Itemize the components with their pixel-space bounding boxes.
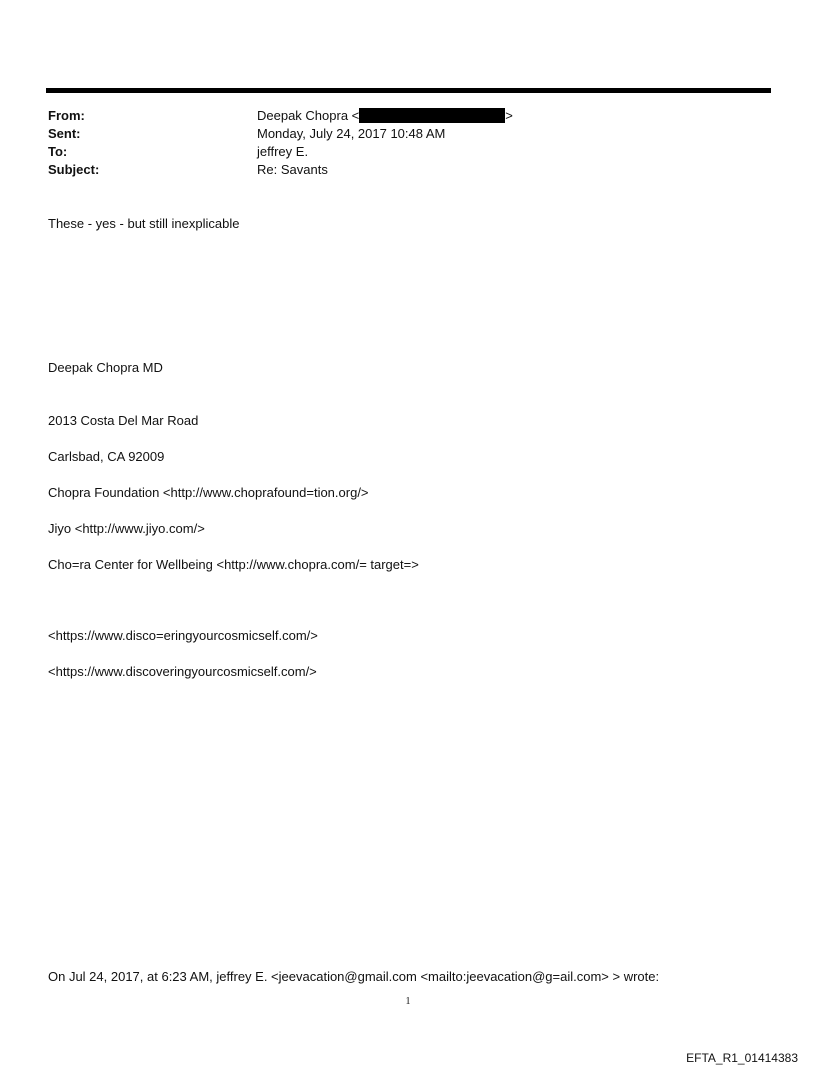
sent-value: Monday, July 24, 2017 10:48 AM xyxy=(257,126,446,141)
subject-value: Re: Savants xyxy=(257,162,328,177)
from-value xyxy=(257,107,513,125)
subject-label: Subject: xyxy=(48,162,100,177)
from-label: From: xyxy=(48,108,85,123)
signature-address-line1: 2013 Costa Del Mar Road xyxy=(48,413,199,428)
signature-cosmic-link-1[interactable]: <https://www.disco=eringyourcosmicself.com/> xyxy=(48,628,318,643)
signature-cosmic-link-2[interactable]: <https://www.discoveringyourcosmicself.com/> xyxy=(48,664,317,679)
header-divider xyxy=(46,88,771,93)
sent-label: Sent: xyxy=(48,126,81,141)
signature-foundation-link[interactable]: Chopra Foundation <http://www.choprafound=tion.org/> xyxy=(48,485,369,500)
quoted-intro: On Jul 24, 2017, at 6:23 AM, jeffrey E. <jeevacation@gmail.com <mailto:jeevacation@g=ail.com> > wrote: xyxy=(48,969,660,984)
signature-name: Deepak Chopra MD xyxy=(48,360,163,375)
to-label: To: xyxy=(48,144,68,159)
signature-jiyo-link[interactable]: Jiyo <http://www.jiyo.com/> xyxy=(48,521,205,536)
document-id: EFTA_R1_01414383 xyxy=(686,1051,798,1065)
sender-name: Deepak Chopra < xyxy=(257,108,360,123)
signature-address-line2: Carlsbad, CA 92009 xyxy=(48,449,165,464)
signature-center-link[interactable]: Cho=ra Center for Wellbeing <http://www.chopra.com/= target=> xyxy=(48,557,419,572)
redaction-box xyxy=(359,108,505,123)
to-value: jeffrey E. xyxy=(257,144,309,159)
page-number: 1 xyxy=(405,996,411,1007)
sender-close-bracket: > xyxy=(505,108,513,123)
message-text: These - yes - but still inexplicable xyxy=(48,216,240,231)
